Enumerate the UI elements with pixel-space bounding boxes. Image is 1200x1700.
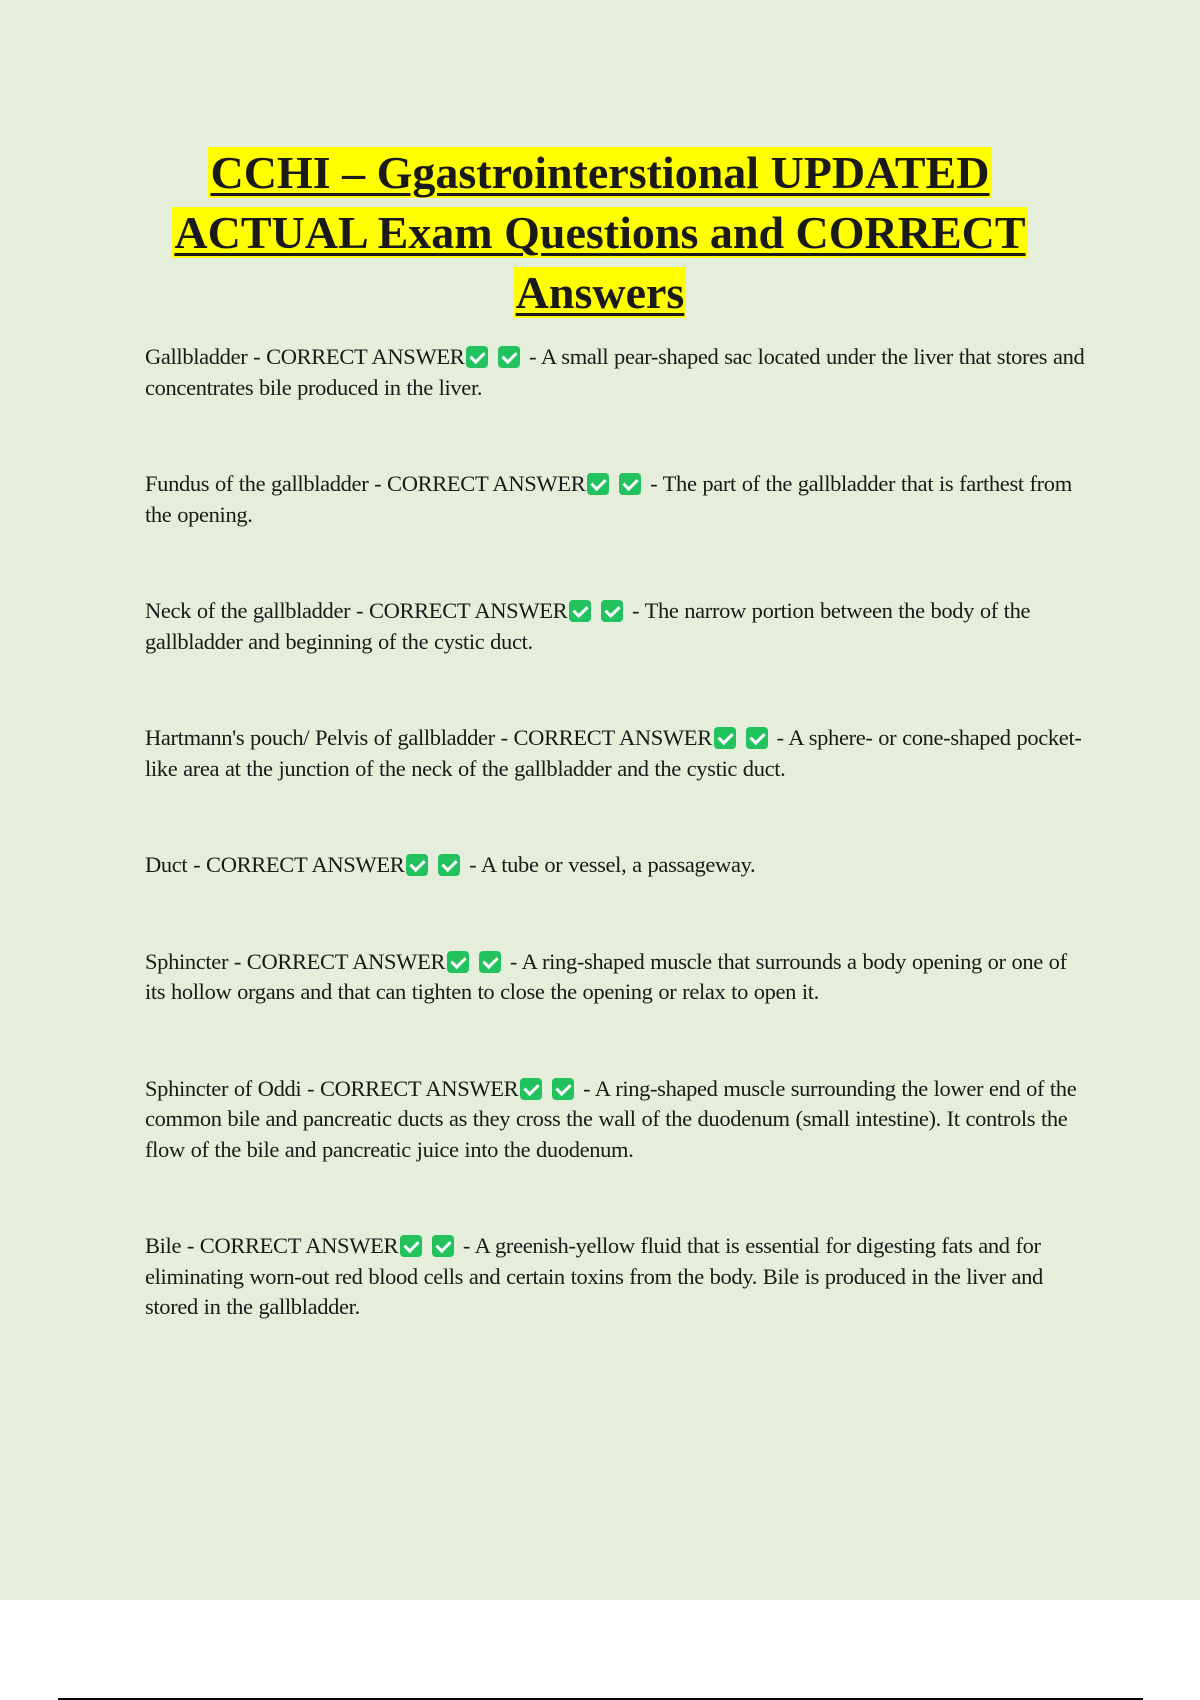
entry-marker: CORRECT ANSWER <box>246 948 446 974</box>
entry-definition: - A ring-shaped muscle surrounding the lower end of the common bile and pancreatic ducts as they cross the wall of the duodenum (small intestine). It controls the flow of the bile and pancreatic juice into the duodenum. <box>145 1075 1077 1162</box>
check-mark-icon <box>406 854 428 876</box>
entry-definition: - A sphere- or cone-shaped pocket-like area at the junction of the neck of the gallbladder and the cystic duct. <box>145 725 1082 781</box>
entry-term: Duct - <box>145 852 207 877</box>
check-mark-icon <box>447 951 469 973</box>
document-title <box>120 143 1080 323</box>
entry-definition: - A tube or vessel, a passageway. <box>463 852 756 877</box>
qa-entry-bile <box>145 1231 1090 1323</box>
qa-entry-sphincter-of-oddi <box>145 1074 1090 1166</box>
check-mark-icon <box>601 600 623 622</box>
qa-entry-hartmanns-pouch <box>145 723 1090 784</box>
check-mark-icon <box>466 346 488 368</box>
check-mark-icon <box>587 473 609 495</box>
entry-term: Neck of the gallbladder - <box>145 598 369 623</box>
check-mark-icon <box>714 727 736 749</box>
entry-marker: CORRECT ANSWER <box>319 1075 519 1101</box>
entry-term: Bile - <box>145 1233 200 1258</box>
check-mark-icon <box>438 854 460 876</box>
check-mark-icon <box>552 1078 574 1100</box>
qa-entry-gallbladder <box>145 342 1090 403</box>
entry-marker: CORRECT ANSWER <box>266 344 465 369</box>
title-block <box>120 143 1080 323</box>
entry-term: Sphincter - <box>145 948 247 974</box>
check-mark-icon <box>569 600 591 622</box>
entry-term: Gallbladder - <box>145 344 267 369</box>
entry-term: Fundus of the gallbladder - <box>145 471 388 496</box>
check-mark-icon <box>619 473 641 495</box>
entry-term: Sphincter of Oddi - <box>145 1075 320 1101</box>
check-mark-icon <box>479 951 501 973</box>
entry-marker: CORRECT ANSWER <box>387 471 586 496</box>
qa-entry-neck <box>145 596 1090 657</box>
entry-marker: CORRECT ANSWER <box>206 852 405 877</box>
check-mark-icon <box>520 1078 542 1100</box>
entry-marker: CORRECT ANSWER <box>199 1233 399 1258</box>
document-title-text: CCHI – Ggastrointerstional UPDATED ACTUAL Exam Questions and CORRECT Answers <box>174 147 1026 318</box>
check-mark-icon <box>746 727 768 749</box>
entry-definition: - A greenish-yellow fluid that is essential for digesting fats and for eliminating worn-out red blood cells and certain toxins from the body. Bile is produced in the liver and stored in the gallbladder. <box>145 1233 1043 1319</box>
entry-definition: - A small pear-shaped sac located under the liver that stores and concentrates bile produced in the liver. <box>145 344 1085 400</box>
check-mark-icon <box>400 1235 422 1257</box>
entry-definition: - A ring-shaped muscle that surrounds a body opening or one of its hollow organs and that can tighten to close the opening or relax to open it. <box>145 948 1067 1004</box>
qa-entry-duct <box>145 850 1090 881</box>
entry-definition: - The part of the gallbladder that is farthest from the opening. <box>145 471 1072 527</box>
qa-entry-sphincter <box>145 947 1090 1008</box>
entry-definition: - The narrow portion between the body of the gallbladder and beginning of the cystic duct. <box>145 598 1031 654</box>
qa-entry-fundus <box>145 469 1090 530</box>
check-mark-icon <box>498 346 520 368</box>
entry-marker: CORRECT ANSWER <box>513 725 712 750</box>
check-mark-icon <box>432 1235 454 1257</box>
qa-list <box>145 342 1090 1323</box>
entry-marker: CORRECT ANSWER <box>368 598 568 623</box>
entry-term: Hartmann's pouch/ Pelvis of gallbladder - <box>145 725 514 750</box>
